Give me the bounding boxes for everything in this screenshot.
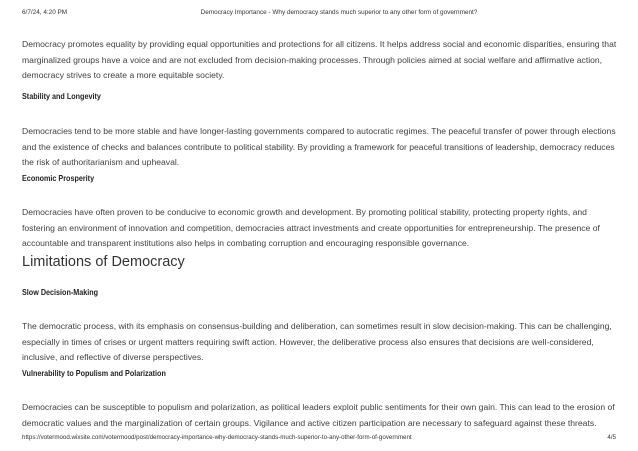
stability-heading: Stability and Longevity [22,92,101,101]
limitations-heading: Limitations of Democracy [22,254,185,270]
populism-paragraph: Democracies can be susceptible to populism and polarization, as political leaders exploit public sentiments for their own gain. This can lead to the erosion of democratic values and the marginalization of certain groups. Vigilance and active citizen participation are necessary to safeguard against these threats. [22,402,615,428]
economic-heading: Economic Prosperity [22,174,95,183]
page-url: https://votermood.wixsite.com/votermood/post/democracy-importance-why-democracy-stands-much-superior-to-any-other-form-of-government [22,434,412,441]
populism-heading: Vulnerability to Populism and Polarization [22,369,166,378]
economic-paragraph: Democracies have often proven to be conducive to economic growth and development. By promoting political stability, protecting property rights, and fostering an environment of innovation and competition, democracies attract investments and create opportunities for entrepreneurship. The presence of accountable and transparent institutions also helps in combating corruption and encouraging responsible governance. [22,207,600,248]
slow-decision-paragraph: The democratic process, with its emphasis on consensus-building and deliberation, can sometimes result in slow decision-making. This can be challenging, especially in times of crises or urgent matters requiring swift action. However, the deliberative process also ensures that decisions are well-considered, inclusive, and reflective of diverse perspectives. [22,321,612,362]
page-number: 4/5 [607,434,616,441]
print-page-title: Democracy Importance - Why democracy stands much superior to any other form of government? [200,9,478,16]
slow-decision-heading: Slow Decision-Making [22,288,99,297]
print-datetime: 6/7/24, 4:20 PM [22,9,68,16]
stability-paragraph: Democracies tend to be more stable and have longer-lasting governments compared to autocratic regimes. The peaceful transfer of power through elections and the existence of checks and balances contribute to political stability. By providing a framework for peaceful transitions of leadership, democracy reduces the risk of authoritarianism and upheaval. [22,126,616,167]
intro-paragraph: Democracy promotes equality by providing equal opportunities and protections for all citizens. It helps address social and economic disparities, ensuring that marginalized groups have a voice and are not excluded from decision-making processes. Through policies aimed at social welfare and affirmative action, democracy strives to create a more equitable society. [22,39,617,80]
